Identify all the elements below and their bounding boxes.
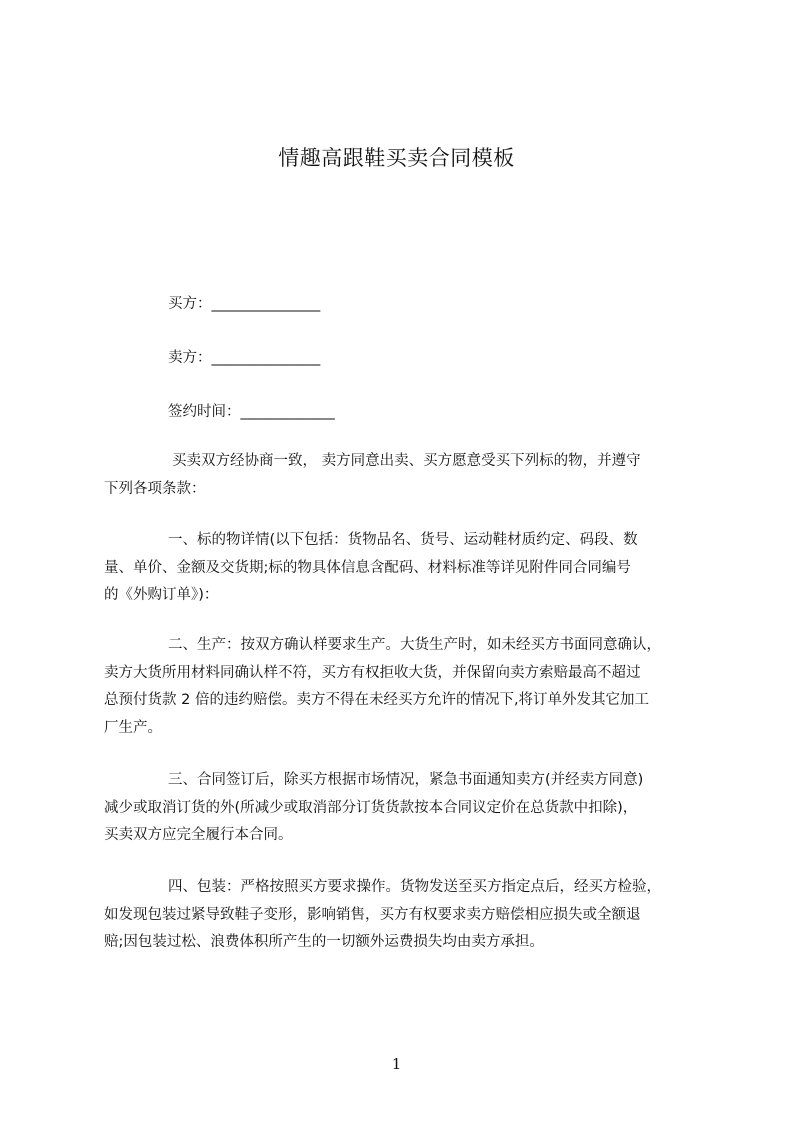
clause-line: 厂生产。 [104,719,162,736]
clause-line: 如发现包装过紧导致鞋子变形，影响销售，买方有权要求卖方赔偿相应损失或全额退 [104,906,641,923]
clause-line: 的《外购订单》)： [104,587,219,603]
seller-field [168,346,320,367]
signing-date-field [168,400,335,421]
clause-line: 赔;因包装过松、浪费体积所产生的一切额外运费损失均由卖方承担。 [104,934,544,950]
page-number: 1 [391,1055,402,1073]
clause-line: 三、合同签订后，除买方根据市场情况，紧急书面通知卖方(并经卖方同意) [168,772,644,788]
buyer-field [168,292,320,313]
signing-date-label: 签约时间： [168,404,241,420]
clause-line: 量、单价、金额及交货期;标的物具体信息含配码、材料标准等详见附件同合同编号 [104,559,631,576]
clause-4-paragraph [104,874,704,957]
clause-line: 总预付货款 2 倍的违约赔偿。卖方不得在未经买方允许的情况下,将订单外发其它加工 [104,692,650,708]
clause-line: 四、包装：严格按照买方要求操作。货物发送至买方指定点后，经买方检验， [168,879,661,895]
seller-label: 卖方： [168,350,212,366]
clause-line: 减少或取消订货的外(所减少或取消部分订货货款按本合同议定价在总货款中扣除)， [104,799,638,816]
intro-line: 买卖双方经协商一致， 卖方同意出卖、买方愿意受买下列标的物，并遵守 [172,453,641,469]
intro-paragraph [104,448,704,503]
document-title: 情趣高跟鞋买卖合同模板 [278,146,515,170]
seller-blank: _______________ [211,350,321,366]
clause-line: 买卖双方应完全履行本合同。 [104,827,293,843]
clause-1-paragraph [104,527,704,610]
signing-date-blank: _____________ [240,404,335,420]
buyer-blank: _______________ [211,296,321,312]
clause-3-paragraph [104,767,704,850]
clause-line: 一、标的物详情(以下包括：货物品名、货号、运动鞋材质约定、码段、数 [168,532,638,548]
buyer-label: 买方： [168,296,212,312]
clause-2-paragraph [104,632,704,742]
intro-line: 下列各项条款： [104,480,206,497]
clause-line: 卖方大货所用材料同确认样不符，买方有权拒收大货，并保留向卖方索赔最高不超过 [104,664,641,681]
clause-line: 二、生产：按双方确认样要求生产。大货生产时，如未经买方书面同意确认， [168,637,661,653]
